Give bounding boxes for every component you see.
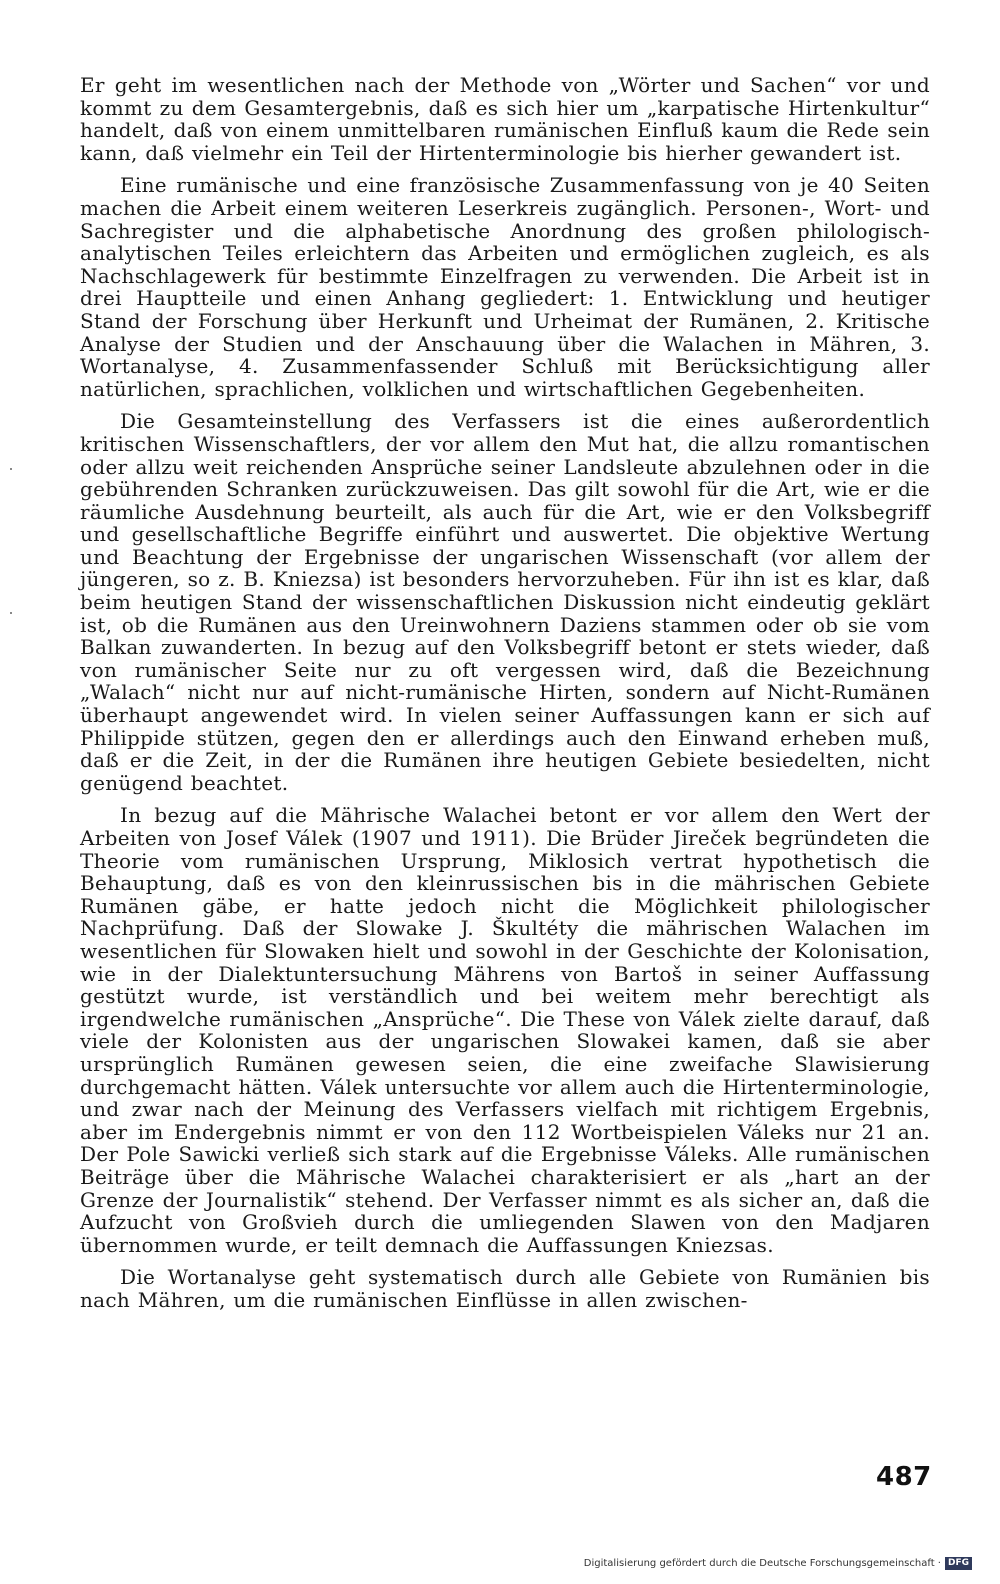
margin-mark bbox=[10, 612, 12, 614]
page-number: 487 bbox=[876, 1462, 932, 1492]
paragraph-2: Eine rumänische und eine französische Zusammenfassung von je 40 Seiten machen die Arbeit einem weiteren Leserkreis zugänglich. Personen-, Wort- und Sachregister und die alphabetische Anordnung des großen philologisch-analytischen Teiles erleichtern das Arbeiten und ermöglichen zugleich, es als Nachschlagewerk für bestimmte Einzelfragen zu verwenden. Die Arbeit ist in drei Hauptteile und einen Anhang gegliedert: 1. Entwicklung und heutiger Stand der Forschung über Herkunft und Urheimat der Rumänen, 2. Kritische Analyse der Studien und der Anschauung über die Walachen in Mähren, 3. Wortanalyse, 4. Zusammenfassender Schluß mit Berücksichtigung aller natürlichen, sprachlichen, volklichen und wirtschaftlichen Gegebenheiten. bbox=[80, 173, 930, 401]
dfg-logo: DFG bbox=[945, 1557, 972, 1570]
margin-mark bbox=[10, 468, 12, 470]
document-body bbox=[80, 74, 930, 1311]
paragraph-5: Die Wortanalyse geht systematisch durch alle Gebiete von Rumänien bis nach Mähren, um die rumänischen Einflüsse in allen zwischen- bbox=[80, 1265, 930, 1312]
digitization-footer bbox=[584, 1557, 972, 1570]
paragraph-1: Er geht im wesentlichen nach der Methode von „Wörter und Sachen“ vor und kommt zu dem Gesamtergebnis, daß es sich hier um „karpatische Hirtenkultur“ handelt, daß von einem unmittelbaren rumänischen Einfluß kaum die Rede sein kann, daß vielmehr ein Teil der Hirtenterminologie bis hierher gewandert ist. bbox=[80, 73, 930, 165]
paragraph-4: In bezug auf die Mährische Walachei betont er vor allem den Wert der Arbeiten von Josef Válek (1907 und 1911). Die Brüder Jireček begründeten die Theorie vom rumänischen Ursprung, Miklosich vertrat hypothetisch die Behauptung, daß es von den kleinrussischen bis in die mährischen Gebiete Rumänen gäbe, er hatte jedoch nicht die Möglichkeit philologischer Nachprüfung. Daß der Slowake J. Škultéty die mährischen Walachen im wesentlichen für Slowaken hielt und sowohl in der Geschichte der Kolonisation, wie in der Dialektuntersuchung Mährens von Bartoš in seiner Auffassung gestützt wurde, ist verständlich und bei weitem mehr berechtigt als irgendwelche rumänischen „Ansprüche“. Die These von Válek zielte darauf, daß viele der Kolonisten aus der ungarischen Slowakei kamen, daß sie aber ursprünglich Rumänen gewesen seien, die eine zweifache Slawisierung durchgemacht hätten. Válek untersuchte vor allem auch die Hirtenterminologie, und zwar nach der Meinung des Verfassers vielfach mit richtigem Ergebnis, aber im Endergebnis nimmt er von den 112 Wortbeispielen Váleks nur 21 an. Der Pole Sawicki verließ sich stark auf die Ergebnisse Váleks. Alle rumänischen Beiträge über die Mährische Walachei charakterisiert er als „hart an der Grenze der Journalistik“ stehend. Der Verfasser nimmt es als sicher an, daß die Aufzucht von Großvieh durch die umliegenden Slawen von den Madjaren übernommen wurde, er teilt demnach die Auffassungen Kniezsas. bbox=[80, 803, 930, 1257]
paragraph-3: Die Gesamteinstellung des Verfassers ist die eines außerordentlich kritischen Wissenschaftlers, der vor allem den Mut hat, die allzu romantischen oder allzu weit reichenden Ansprüche seiner Landsleute abzulehnen oder in die gebührenden Schranken zurückzuweisen. Das gilt sowohl für die Art, wie er die räumliche Ausdehnung beurteilt, als auch für die Art, wie er den Volksbegriff und gesellschaftliche Begriffe einführt und auswertet. Die objektive Wertung und Beachtung der Ergebnisse der ungarischen Wissenschaft (vor allem der jüngeren, so z. B. Kniezsa) ist besonders hervorzuheben. Für ihn ist es klar, daß beim heutigen Stand der wissenschaftlichen Diskussion nicht eindeutig geklärt ist, ob die Rumänen aus den Ureinwohnern Daziens stammen oder ob sie vom Balkan zuwanderten. In bezug auf den Volksbegriff betont er stets wieder, daß von rumänischer Seite nur zu oft vergessen wird, daß die Bezeichnung „Walach“ nicht nur auf nicht-rumänische Hirten, sondern auf Nicht-Rumänen überhaupt angewendet wird. In vielen seiner Auffassungen kann er sich auf Philippide stützen, gegen den er allerdings auch den Einwand erheben muß, daß er die Zeit, in der die Rumänen ihre heutigen Gebiete besiedelten, nicht genügend beachtet. bbox=[80, 409, 930, 795]
footer-text: Digitalisierung gefördert durch die Deutsche Forschungsgemeinschaft · bbox=[583, 1558, 941, 1569]
